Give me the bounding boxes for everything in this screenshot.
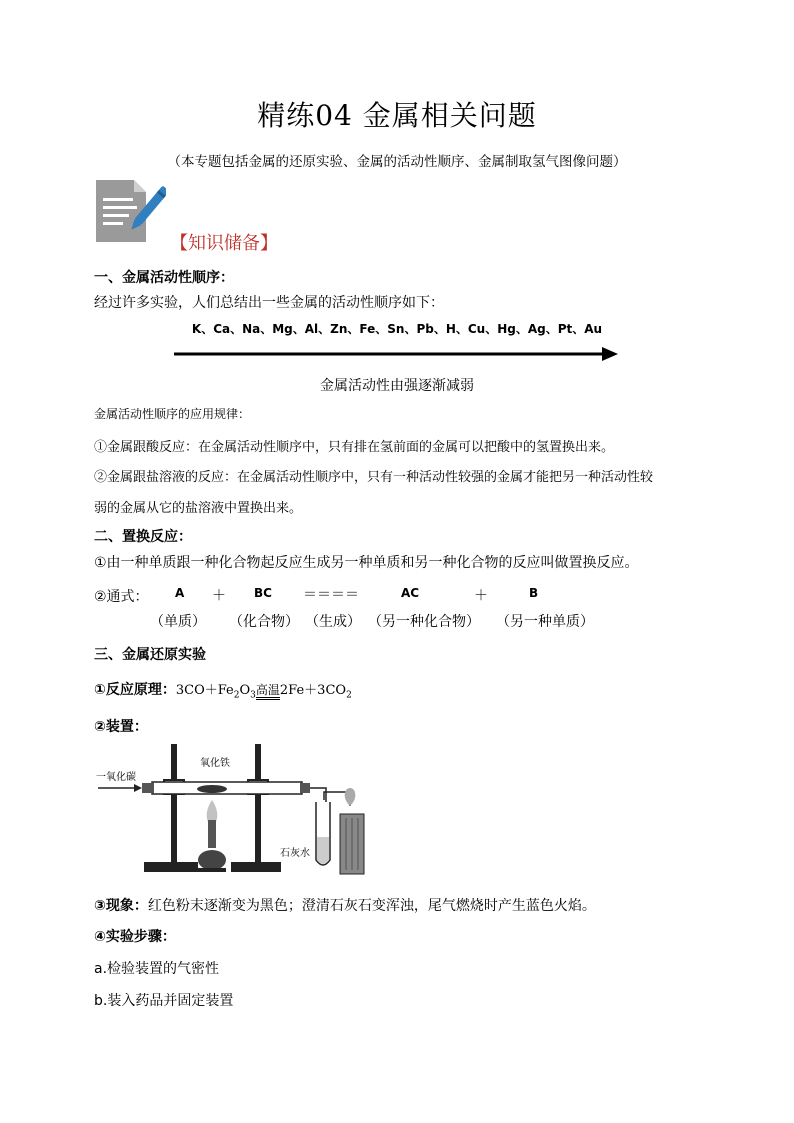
label-simple-substance: （单质） [150,614,206,630]
phenomenon [94,895,596,915]
limewater-label: 石灰水 [280,848,310,859]
phenomenon-text: 红色粉末逐渐变为黑色；澄清石灰石变浑浊，尾气燃烧时产生蓝色火焰。 [147,898,596,914]
reaction-principle [94,679,352,701]
page-subtitle: （本专题包括金属的还原实验、金属的活动性顺序、金属制取氢气图像问题） [167,154,627,170]
apparatus-diagram [94,742,384,880]
steps-label: ④实验步骤： [94,929,176,945]
label-another-element: （另一种单质） [496,614,594,630]
activity-series: K、Ca、Na、Mg、Al、Zn、Fe、Sn、Pb、H、Cu、Hg、Ag、Pt、Au [191,322,603,336]
arrow-label: 金属活动性由强逐渐减弱 [320,378,474,394]
formula-plus-1: ＋ [212,588,226,604]
step-b: b.装入药品并固定装置 [94,993,234,1009]
rule-1: ①金属跟酸反应：在金属活动性顺序中，只有排在氢前面的金属可以把酸中的氢置换出来。 [94,440,615,455]
rule-2-line-2: 弱的金属从它的盐溶液中置换出来。 [94,501,303,516]
section-badge: 【知识储备】 [170,233,278,254]
step-a: a.检验装置的气密性 [94,961,220,977]
section-heading-3: 三、金属还原实验 [94,647,206,663]
rule-2-line-1: ②金属跟盐溶液的反应：在金属活动性顺序中，只有一种活动性较强的金属才能把另一种活动性较 [94,470,654,485]
activity-intro: 经过许多实验，人们总结出一些金属的活动性顺序如下： [94,295,444,311]
formula-plus-2: ＋ [474,588,488,604]
substitution-definition: ①由一种单质跟一种化合物起反应生成另一种单质和另一种化合物的反应叫做置换反应。 [94,555,639,571]
document-pen-icon [94,178,166,244]
label-compound: （化合物） [229,614,299,630]
formula-A: A [175,586,185,600]
rules-title: 金属活动性顺序的应用规律： [94,407,251,421]
fe2o3-label: 氧化铁 [200,758,230,769]
label-yields: （生成） [305,614,361,630]
formula-equals: ＝＝＝＝ [303,587,359,603]
decreasing-arrow [172,344,620,364]
apparatus-label: ②装置： [94,719,148,735]
reaction-condition: 高温 [256,683,280,700]
page-title: 精练04 金属相关问题 [257,99,537,132]
formula-B: B [529,586,539,600]
section-heading-1: 一、金属活动性顺序： [94,270,234,286]
co-label: 一氧化碳 [96,772,136,783]
formula-AC: AC [401,586,420,600]
label-another-compound: （另一种化合物） [368,614,480,630]
formula-BC: BC [254,586,272,600]
principle-label: ①反应原理： [94,682,176,698]
section-heading-2: 二、置换反应： [94,529,192,545]
reaction-equation: $3CO+Fe_2O_3$高温$2Fe+3CO_2$ [175,683,352,701]
phenomenon-label: ③现象： [94,898,148,914]
general-formula-label: ②通式： [94,589,149,605]
